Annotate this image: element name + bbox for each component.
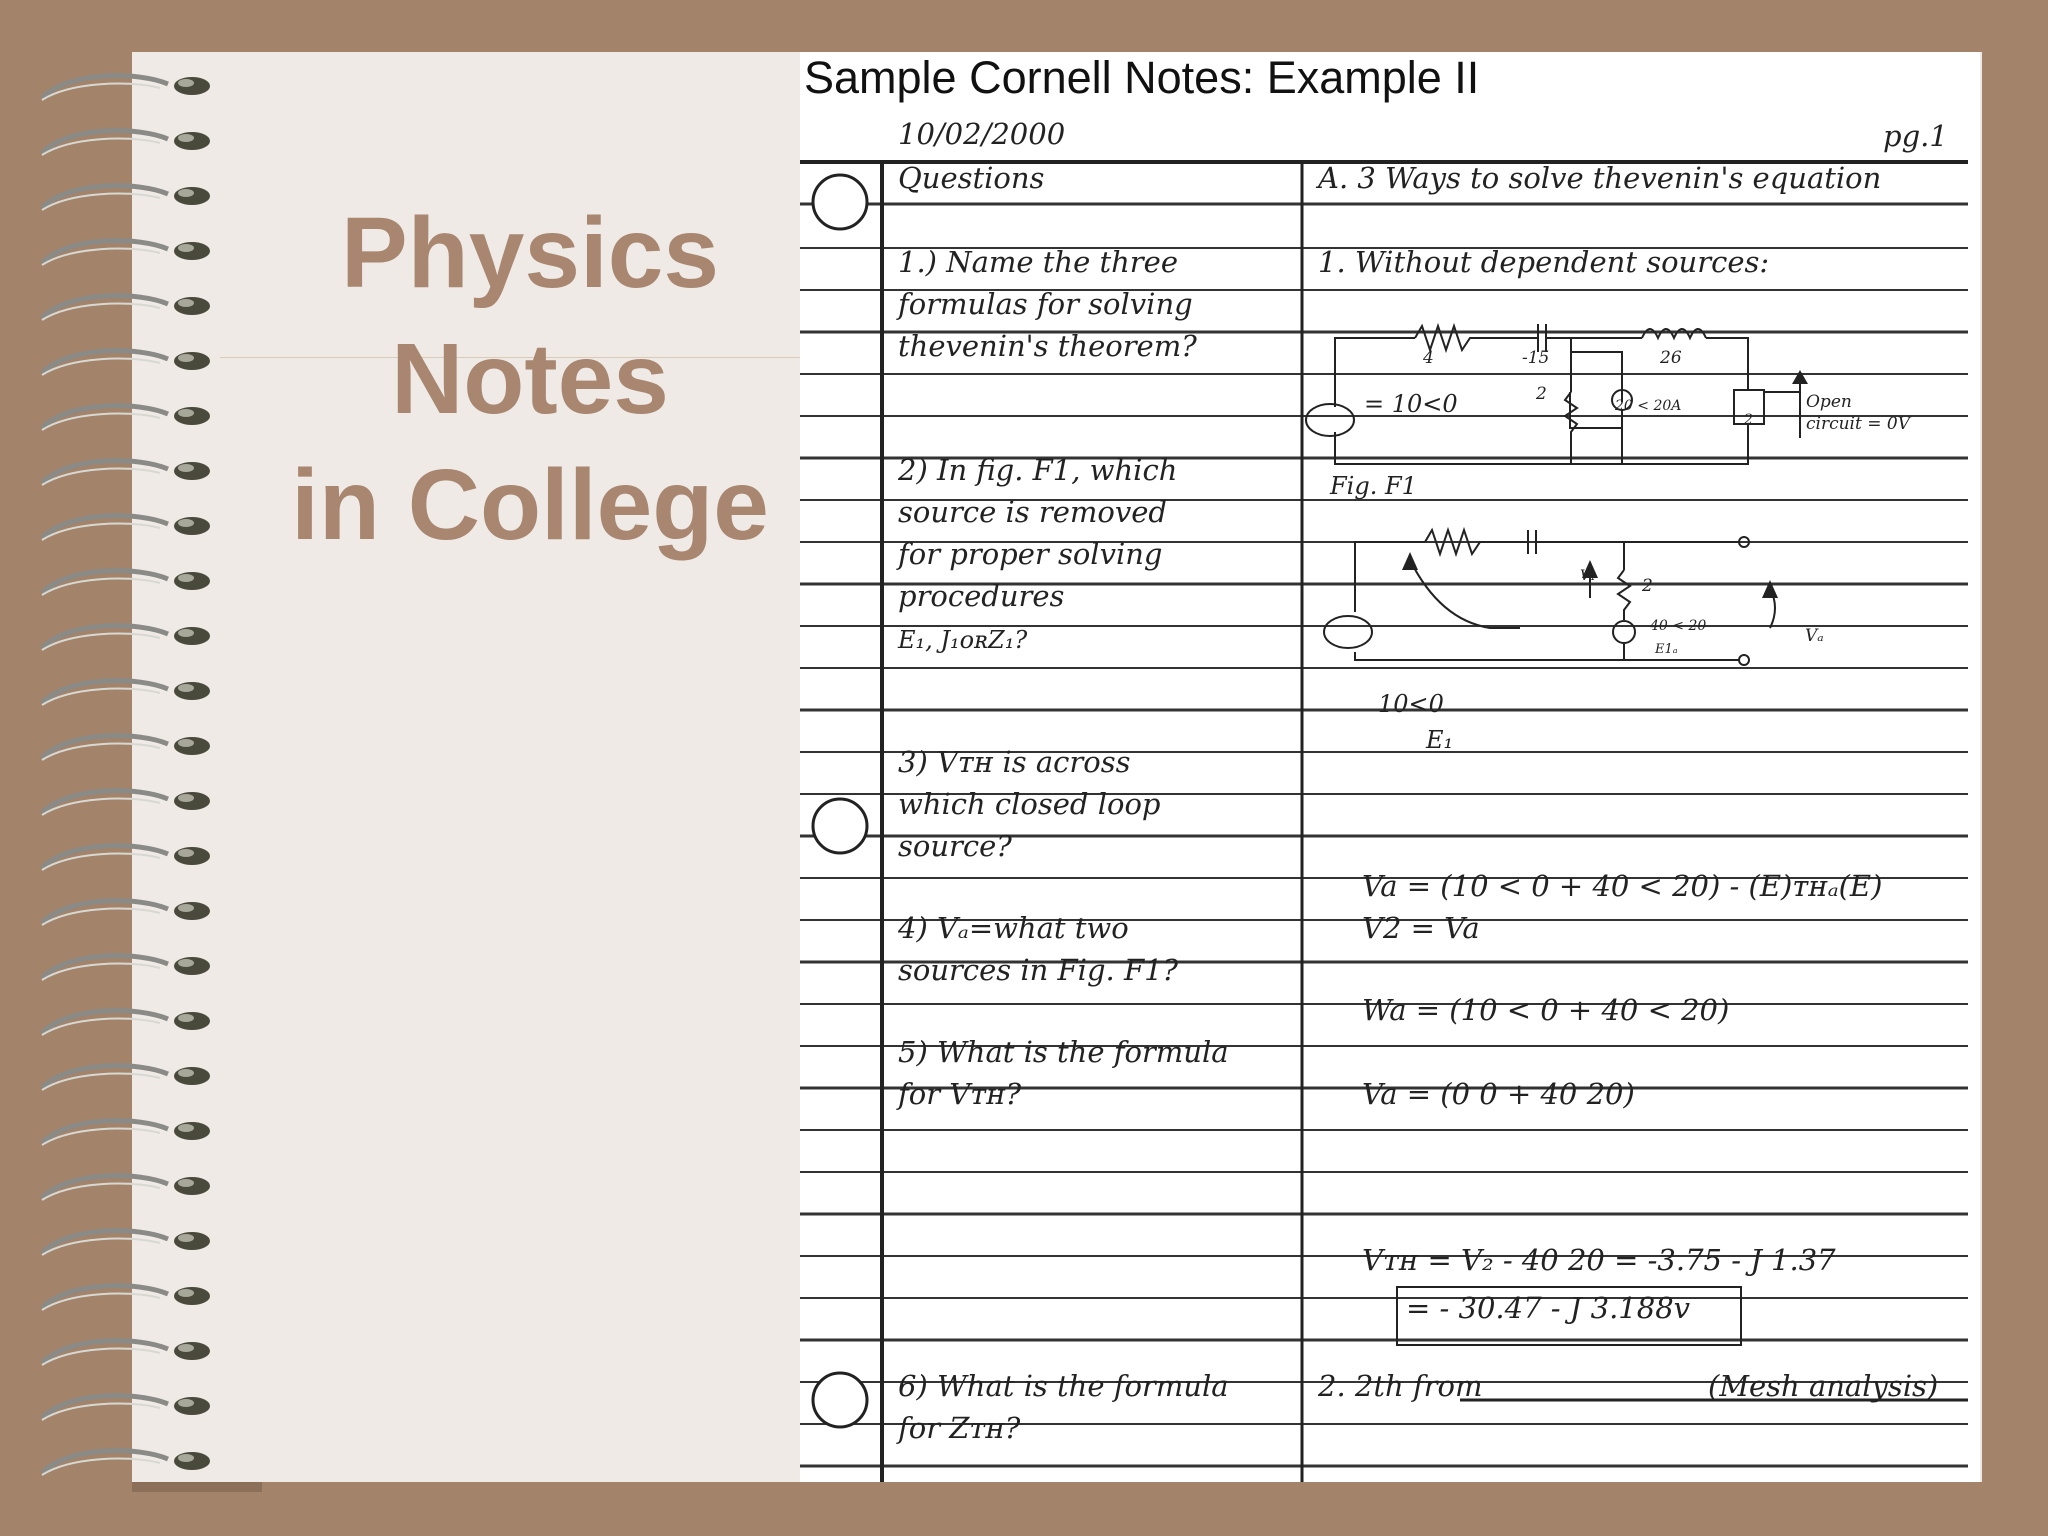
page-number: pg.1 <box>1883 119 1948 153</box>
question-1-line-1: 1.) Name the three <box>898 245 1178 279</box>
question-1-line-3: thevenin's theorem? <box>898 329 1197 363</box>
cornell-notes-sheet <box>800 52 1980 1482</box>
question-2-line-5: E₁, J₁ᴏʀZ₁? <box>898 626 1028 654</box>
fig2-dep-sub: E1ₐ <box>1655 642 1678 657</box>
notes-heading: Sample Cornell Notes: Example II <box>804 52 1480 103</box>
title-line-2: Notes <box>391 323 669 435</box>
equation-4: Va = (0 0 + 40 20) <box>1362 1077 1635 1111</box>
spiral-binding <box>30 60 230 1480</box>
question-3-line-2: which closed loop <box>898 787 1161 821</box>
fig1-caption: Fig. F1 <box>1330 472 1417 500</box>
fig1-source-label: = 10<0 <box>1364 390 1458 418</box>
fig2-v1: V₁ <box>1580 568 1596 584</box>
question-2-line-3: for proper solving <box>898 537 1163 571</box>
question-5-line-1: 5) What is the formula <box>898 1035 1229 1069</box>
question-2-line-2: source is removed <box>898 495 1167 529</box>
question-3-line-1: 3) Vᴛʜ is across <box>898 745 1131 779</box>
fig2-v2: Vₐ <box>1805 626 1824 646</box>
title-line-1: Physics <box>340 197 720 309</box>
fig1-r-label: 4 <box>1423 348 1434 368</box>
notes-item-2-method: (Mesh analysis) <box>1708 1369 1939 1403</box>
fig1-open-2: circuit = 0V <box>1806 414 1910 434</box>
notes-header: A. 3 Ways to solve thevenin's equation <box>1318 161 1882 195</box>
question-5-line-2: for Vᴛʜ? <box>898 1077 1022 1111</box>
question-1-line-2: formulas for solving <box>898 287 1193 321</box>
question-2-line-1: 2) In fig. F1, which <box>898 453 1178 487</box>
notes-item-1: 1. Without dependent sources: <box>1318 245 1770 279</box>
fig2-r-label: 2 <box>1642 576 1653 596</box>
fig1-dep-label: 20 < 20A <box>1615 398 1682 414</box>
question-4-line-1: 4) Vₐ=what two <box>898 911 1129 945</box>
notes-date: 10/02/2000 <box>898 117 1066 151</box>
title-line-3: in College <box>291 449 769 561</box>
fig1-c-label: -15 <box>1522 348 1550 368</box>
fig1-open-1: Open <box>1806 392 1852 412</box>
question-6-line-2: for Zᴛʜ? <box>898 1411 1021 1445</box>
fig1-box-label: 2 <box>1744 412 1753 428</box>
fig1-r2-label: 2 <box>1536 384 1547 404</box>
question-4-line-2: sources in Fig. F1? <box>898 953 1179 987</box>
notes-item-2: 2. 2th from <box>1318 1369 1483 1403</box>
question-3-line-3: source? <box>898 829 1012 863</box>
question-2-line-4: procedures <box>898 579 1065 613</box>
fig2-dep-label: 40 < 20 <box>1650 618 1707 634</box>
question-6-line-1: 6) What is the formula <box>898 1369 1229 1403</box>
equation-2: V2 = Va <box>1362 911 1480 945</box>
fig2-source-label: 10<0 <box>1378 690 1444 718</box>
equation-3: Wa = (10 < 0 + 40 < 20) <box>1362 993 1730 1027</box>
equation-6: = - 30.47 - J 3.188v <box>1406 1291 1691 1325</box>
page-shadow <box>132 1482 262 1492</box>
equation-1: Va = (10 < 0 + 40 < 20) - (E)ᴛʜₐ(E) <box>1362 869 1883 903</box>
fig1-l-label: 26 <box>1660 348 1682 368</box>
equation-5: Vᴛʜ = V₂ - 40 20 = -3.75 - J 1.37 <box>1362 1243 1836 1277</box>
fig2-source-sub: E₁ <box>1426 726 1454 754</box>
slide-title <box>260 190 800 568</box>
questions-header: Questions <box>898 161 1045 195</box>
